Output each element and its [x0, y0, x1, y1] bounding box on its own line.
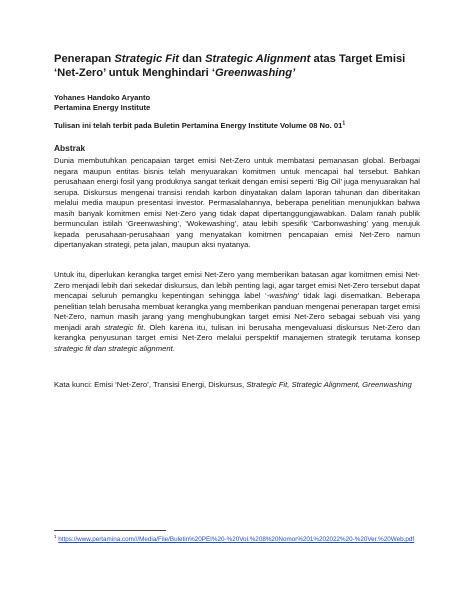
author-block — [54, 93, 150, 113]
keywords — [54, 380, 420, 391]
publication-note-text: Tulisan ini telah terbit pada Buletin Pertamina Energy Institute Volume 08 No. 01 — [54, 121, 343, 130]
title-text-1: Penerapan — [54, 53, 115, 65]
p2-text-b: ’ tidak lagi disematkan. Beberapa penelitian telah berusaha membuat kerangka yang memberikan panduan mengenai penerapan target emisi Net-Zero, namun masih jarang yang menghubungkan target emisi Net-Zero sebagai sebuah visi yang menjadi arah — [54, 291, 420, 332]
abstract-heading: Abstrak — [54, 143, 86, 153]
publication-note — [54, 121, 345, 131]
keywords-emphasis: Strategic Fit, Strategic Alignment, Greenwashing — [246, 380, 412, 389]
title-text-2: dan — [178, 53, 206, 65]
paper-title — [54, 52, 426, 80]
keywords-text: Kata kunci: Emisi ‘Net-Zero’, Transisi Energi, Diskursus, — [54, 380, 247, 389]
footnote-link[interactable]: https://www.pertamina.com///Media/File/Buletin%20PEI%20-%20Vol.%208%20Nomor%201%202022%20-%20Ver.%20Web.pdf — [58, 536, 415, 543]
title-emphasis-strategic-alignment: Strategic Alignment — [205, 53, 311, 65]
title-emphasis-strategic-fit: Strategic Fit — [114, 53, 179, 65]
abstract-paragraph-1: Dunia membutuhkan pencapaian target emisi Net-Zero untuk membatasi pemanasan global. Berbagai negara maupun entitas bisnis telah menyuarakan komitmen untuk mencapai hal tersebut. Bahkan perusahaan energi fosil yang produknya sangat terkait dengan emisi seperti ‘Big Oil’ juga menyuarakan hal serupa. Diskursus mengenai transisi rendah karbon dinyatakan dalam laporan tahunan dan diberitakan melalui media maupun presentasi investor. Permasalahannya, beberapa penelitian menunjukkan bahwa masih banyak komitmen emisi Net-Zero yang tidak dapat dipertanggungjawabkan. Dalam ranah publik bermunculan istilah ‘Greenwashing’, ‘Wokewashing’, atau lebih spesifik ‘Carbonwashing’ yang merujuk kepada perusahaan-perusahaan yang menyatakan komitmen pencapaian emisi Net-Zero namun dipertanyakan strategi, peta jalan, maupun aksi nyatanya. — [54, 156, 420, 250]
author-affiliation: Pertamina Energy Institute — [54, 103, 151, 112]
title-emphasis-greenwashing: Greenwashing’ — [214, 67, 296, 79]
footnote-number: 1 — [54, 533, 57, 539]
p2-text-a: Untuk itu, diperlukan kerangka target emisi Net-Zero yang memberikan batasan agar komitmen emisi Net-Zero menjadi lebih dari sekedar diskursus, dan lebih penting lagi, agar target emisi Net-Zero tersebut dapat mencapai seluruh pemangku kepentingan sehingga label ‘ — [54, 270, 420, 301]
p2-emphasis-strategic-fit: strategic fit — [104, 322, 144, 332]
title-text-3: atas Target Emisi ‘Net-Zero’ untuk Menghindari ‘ — [54, 53, 406, 79]
p2-text-d: . — [172, 343, 175, 353]
footnote-divider — [54, 530, 166, 531]
footnote — [54, 533, 420, 544]
footnote-marker: 1 — [342, 120, 346, 127]
p2-text-c: . Oleh karena itu, tulisan ini berusaha mengevaluasi diskursus Net-Zero dan kerangka penyusunan target emisi Net-Zero melalui perspektif manajemen strategik terutama konsep — [54, 322, 420, 343]
author-name: Yohanes Handoko Aryanto — [54, 93, 151, 102]
abstract-paragraph-2 — [54, 270, 420, 354]
p2-emphasis-washing: -washing — [266, 291, 298, 301]
p2-emphasis-concepts: strategic fit dan strategic alignment — [54, 343, 173, 353]
